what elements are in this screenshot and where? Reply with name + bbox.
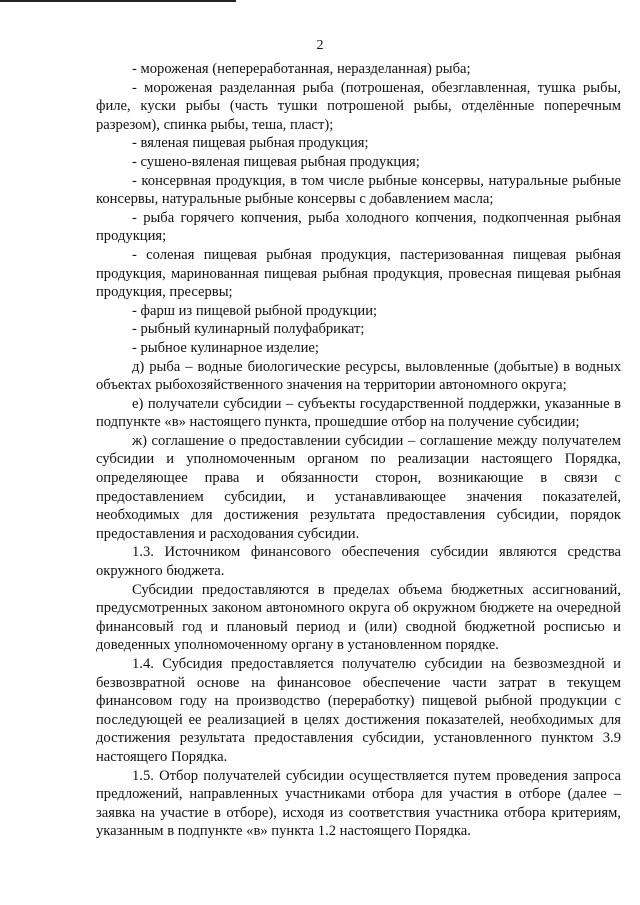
definition-agreement: ж) соглашение о предоставлении субсидии – соглашение между получателем субсидии и уполномоченным органом по реализации настоящего Порядка, определяющее права и обязанности сторон, возникающие в связи с предоставлением субсидии, и устанавливающее значения показателей, необходимых для достижения результата предоставления субсидии, порядок предоставления и расходования субсидии. (96, 432, 621, 542)
list-item-smoked-fish: - рыба горячего копчения, рыба холодного копчения, подкопченная рыбная продукция; (96, 209, 621, 245)
clause-1-5: 1.5. Отбор получателей субсидии осуществляется путем проведения запроса предложений, направленных участниками отбора для участия в отборе (далее – заявка на участие в отборе), исходя из соответствия участника отбора критериям, указанным в подпункте «в» пункта 1.2 настоящего Порядка. (96, 767, 621, 840)
clause-1-3-budget: Субсидии предоставляются в пределах объема бюджетных ассигнований, предусмотренных законом автономного округа об окружном бюджете на очередной финансовый год и плановый период и (или) сводной бюджетной росписью и доведенных уполномоченному органу в установленном порядке. (96, 581, 621, 654)
document-body (96, 60, 621, 841)
top-rule (0, 0, 236, 2)
definition-fish: д) рыба – водные биологические ресурсы, выловленные (добытые) в водных объектах рыбохозяйственного значения на территории автономного округа; (96, 358, 621, 394)
list-item-frozen-cut-fish: - мороженая разделанная рыба (потрошеная, обезглавленная, тушка рыбы, филе, куски рыбы (часть тушки потрошеной рыбы, отделённые поперечным разрезом), спинка рыбы, теша, пласт); (96, 79, 621, 133)
list-item-salted-fish: - соленая пищевая рыбная продукция, пастеризованная пищевая рыбная продукция, маринованная пищевая рыбная продукция, провесная пищевая рыбная продукция, пресервы; (96, 246, 621, 301)
list-item-dried-fish: - вяленая пищевая рыбная продукция; (132, 135, 369, 152)
clause-1-3: 1.3. Источником финансового обеспечения субсидии являются средства окружного бюджета. (96, 544, 621, 580)
page-number: 2 (316, 38, 324, 53)
list-item-culinary-product: - рыбное кулинарное изделие; (132, 339, 319, 356)
list-item-frozen-fish: - мороженая (непереработанная, неразделанная) рыба; (132, 61, 471, 77)
definition-recipients: е) получатели субсидии – субъекты государственной поддержки, указанные в подпункте «в» настоящего пункта, прошедшие отбор на получение субсидии; (96, 395, 621, 431)
list-item-semi-finished: - рыбный кулинарный полуфабрикат; (132, 321, 365, 338)
clause-1-4: 1.4. Субсидия предоставляется получателю субсидии на безвозмездной и безвозвратной основе на финансовое обеспечение части затрат в текущем финансовом году на производство (переработку) пищевой рыбной продукции с последующей ее реализацией в целях достижения показателей, необходимых для достижения результата предоставления субсидии, установленного пунктом 3.9 настоящего Порядка. (96, 656, 621, 765)
list-item-canned-products: - консервная продукция, в том числе рыбные консервы, натуральные рыбные консервы, натуральные рыбные консервы с добавлением масла; (96, 172, 621, 208)
list-item-dried-cured-fish: - сушено-вяленая пищевая рыбная продукция; (132, 153, 420, 170)
list-item-minced-fish: - фарш из пищевой рыбной продукции; (132, 302, 378, 319)
